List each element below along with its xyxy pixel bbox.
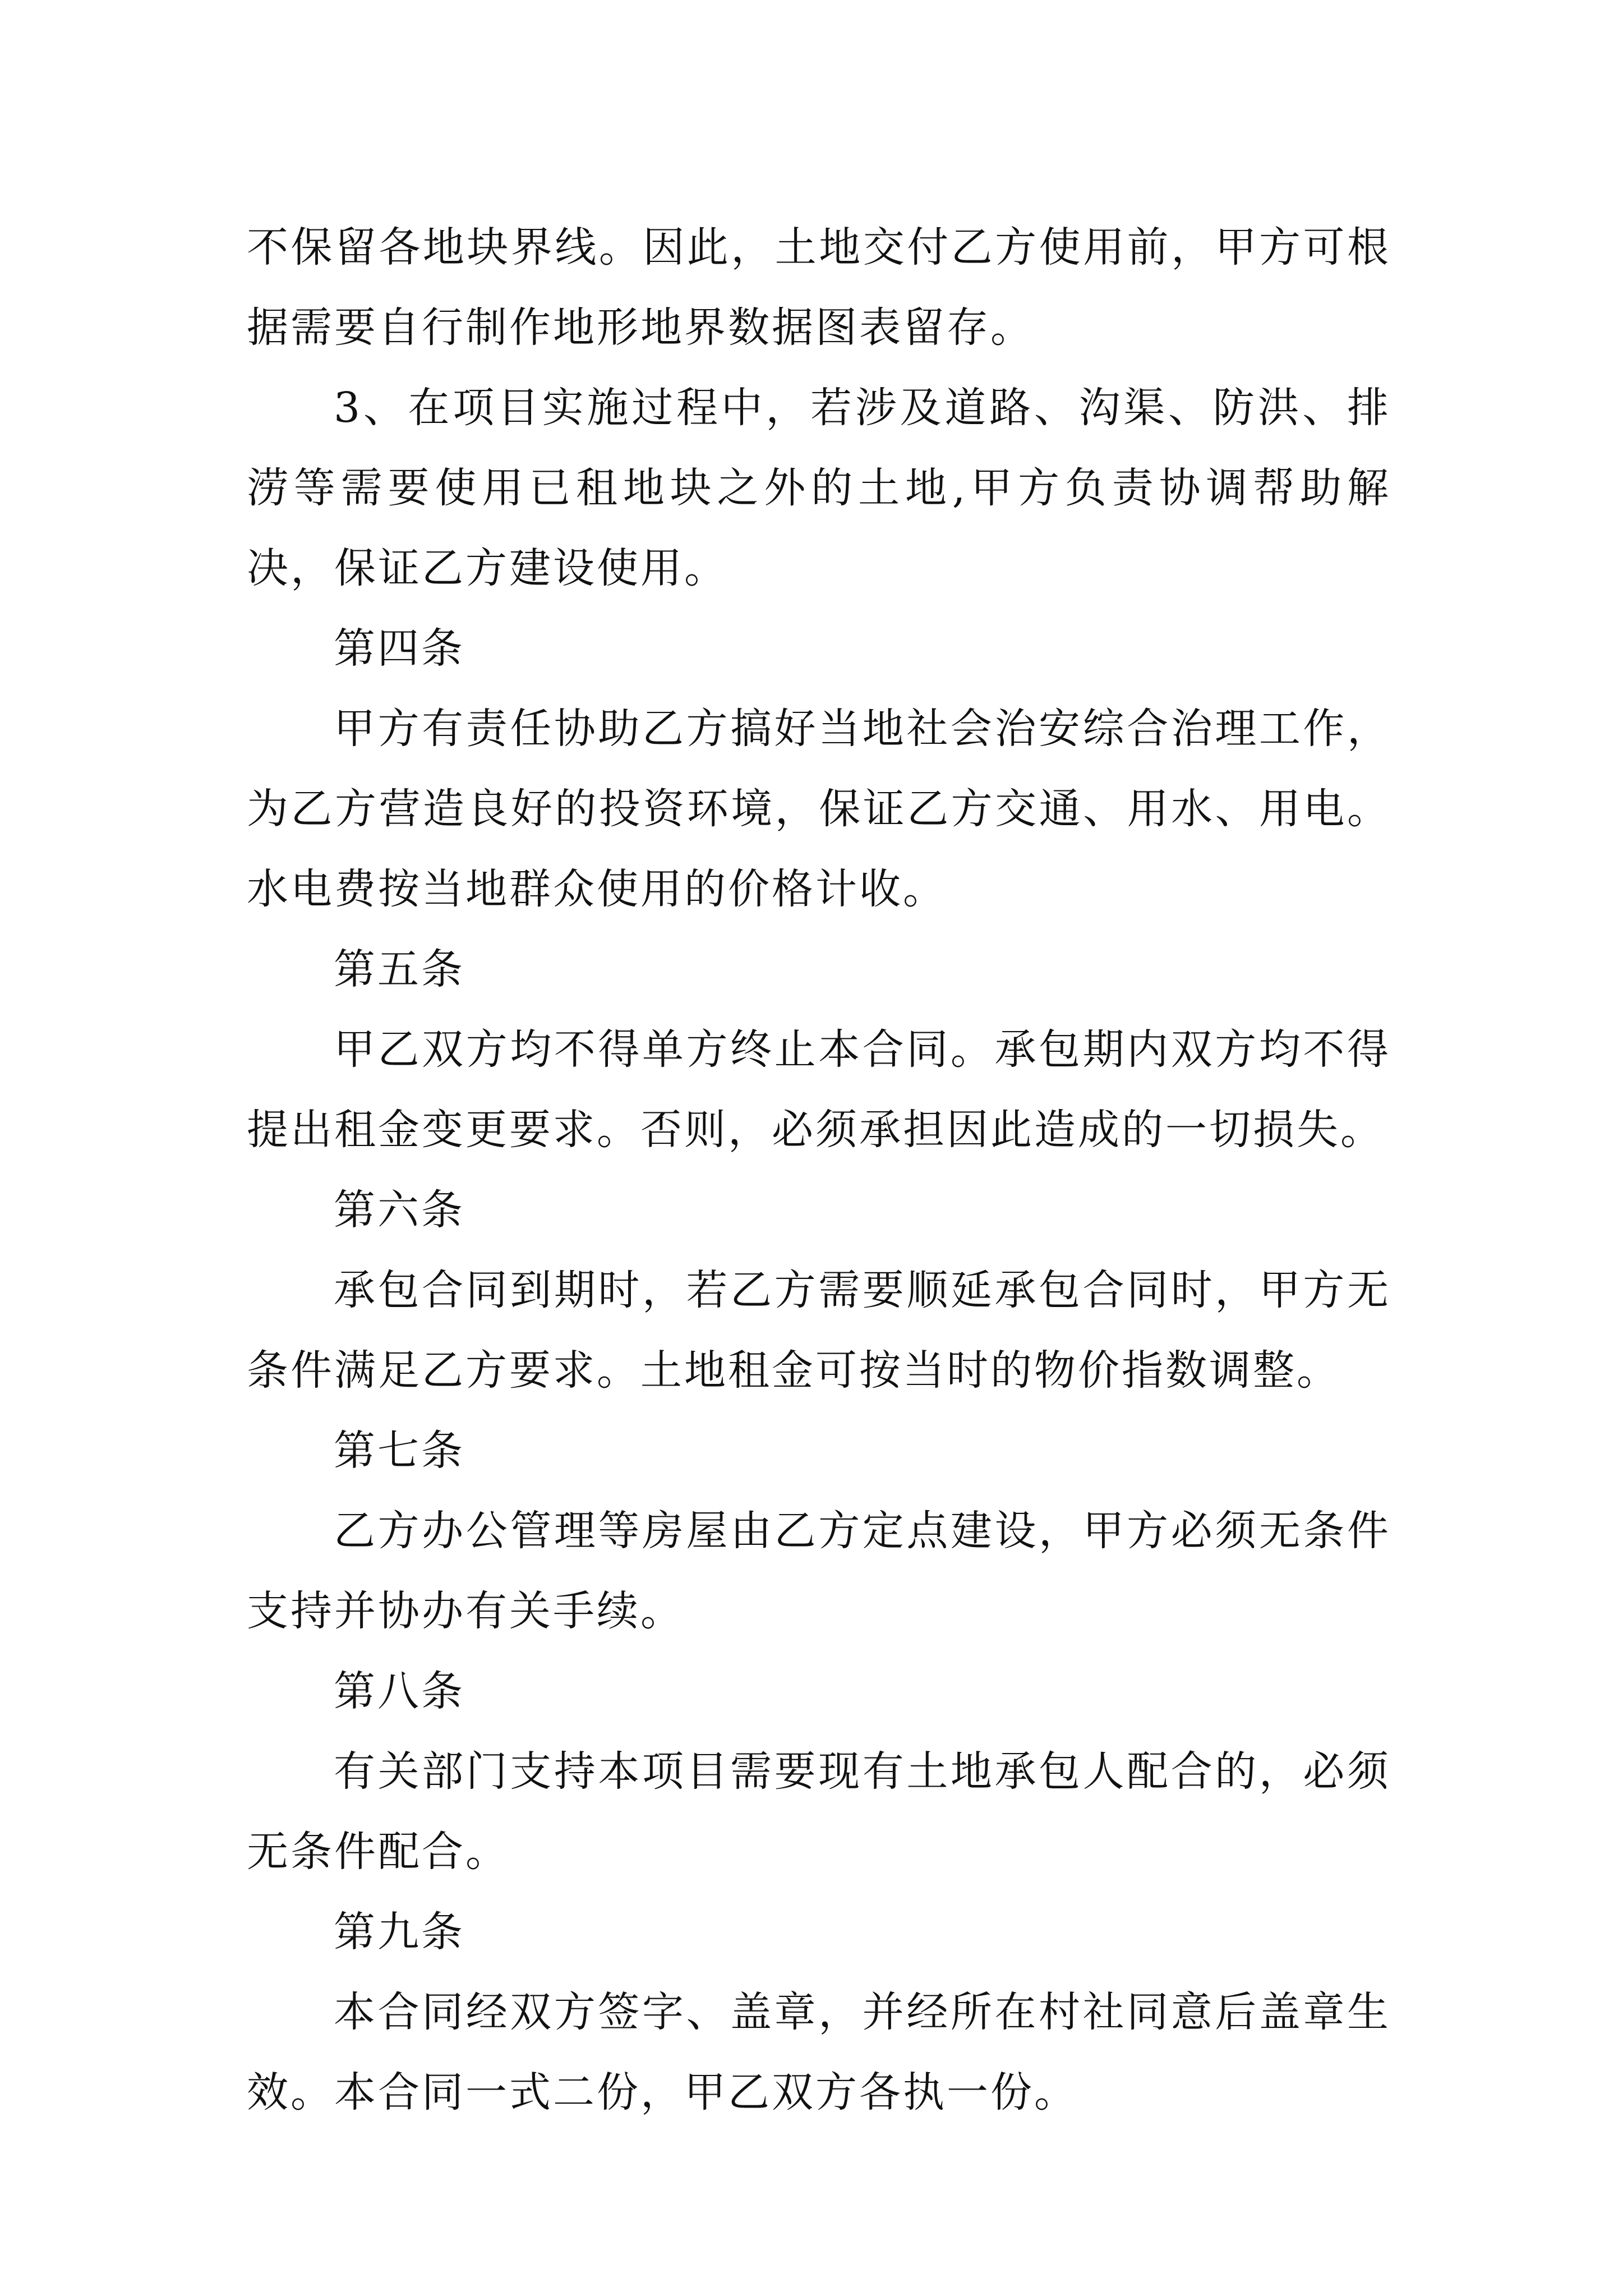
article-heading-7: 第七条 (334, 1427, 465, 1475)
article-5-body: 甲乙双方均不得单方终止本合同。承包期内双方均不得提出租金变更要求。否则，必须承担因此造成的一切损失。 (247, 1025, 1391, 1154)
article-4-body: 甲方有责任协助乙方搞好当地社会治安综合治理工作，为乙方营造良好的投资环境，保证乙方交通、用水、用电。水电费按当地群众使用的价格计收。 (247, 705, 1391, 913)
document-body (247, 208, 1391, 2133)
article-heading-8: 第八条 (334, 1667, 465, 1715)
article-heading-6: 第六条 (334, 1186, 465, 1234)
article-7-body: 乙方办公管理等房屋由乙方定点建设，甲方必须无条件支持并协办有关手续。 (247, 1507, 1391, 1635)
paragraph-item-3: 3、在项目实施过程中，若涉及道路、沟渠、防洪、排涝等需要使用已租地块之外的土地,甲方负责协调帮助解决，保证乙方建设使用。 (247, 384, 1391, 592)
article-8-body: 有关部门支持本项目需要现有土地承包人配合的，必须无条件配合。 (247, 1747, 1391, 1876)
article-heading-5: 第五条 (334, 945, 465, 993)
article-heading-9: 第九条 (334, 1908, 465, 1956)
article-heading-4: 第四条 (334, 624, 465, 673)
article-9-body: 本合同经双方签字、盖章，并经所在村社同意后盖章生效。本合同一式二份，甲乙双方各执一份。 (247, 1988, 1391, 2116)
article-6-body: 承包合同到期时，若乙方需要顺延承包合同时，甲方无条件满足乙方要求。土地租金可按当时的物价指数调整。 (247, 1266, 1391, 1395)
paragraph-continuation: 不保留各地块界线。因此，土地交付乙方使用前，甲方可根据需要自行制作地形地界数据图表留存。 (247, 223, 1391, 352)
